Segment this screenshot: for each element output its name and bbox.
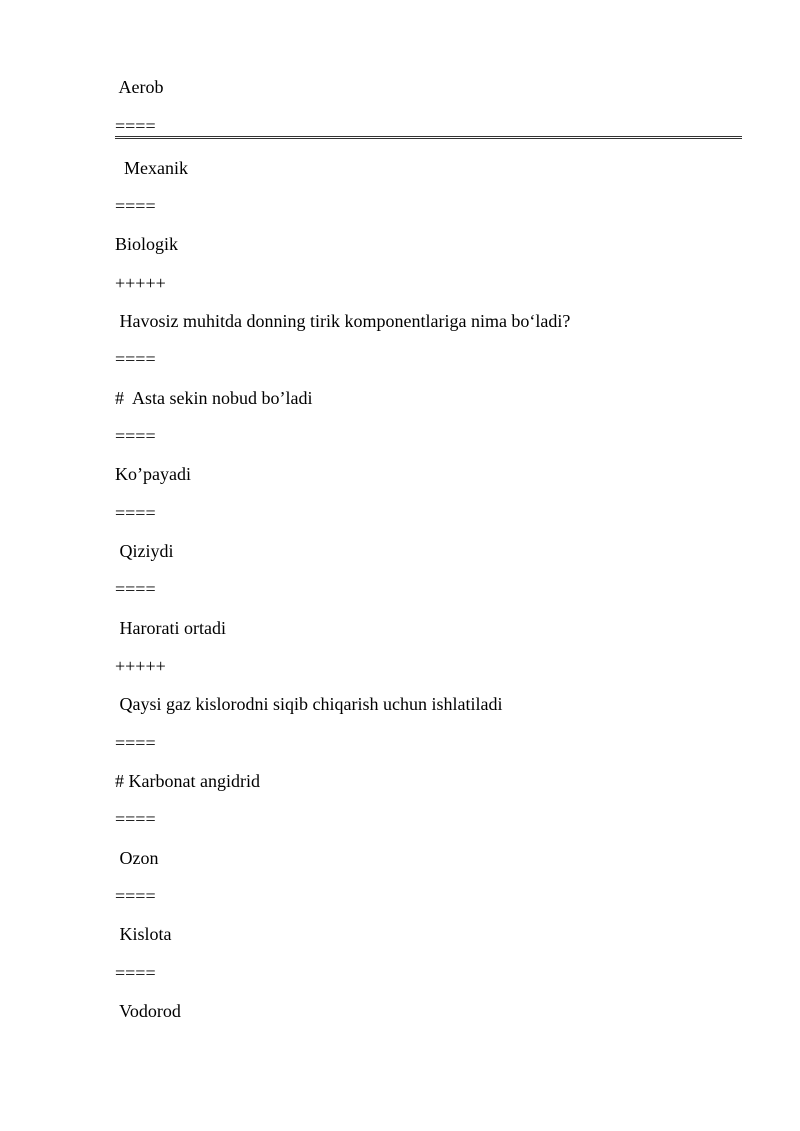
answer-option-biologik: Biologik (115, 234, 179, 254)
question-separator: +++++ (115, 656, 166, 676)
correct-answer-option: # Asta sekin nobud bo’ladi (115, 388, 313, 408)
answer-option: Harorati ortadi (115, 618, 226, 638)
separator: ==== (115, 886, 156, 906)
separator: ==== (115, 579, 156, 599)
correct-answer-option: # Karbonat angidrid (115, 771, 260, 791)
separator: ==== (115, 963, 156, 983)
double-rule (115, 136, 742, 139)
answer-option-aerob: Aerob (115, 77, 164, 97)
separator: ==== (115, 116, 156, 136)
separator: ==== (115, 809, 156, 829)
answer-option: Ko’payadi (115, 464, 191, 484)
answer-option: Ozon (115, 848, 159, 868)
question-separator: +++++ (115, 273, 166, 293)
question-text: Qaysi gaz kislorodni siqib chiqarish uchun ishlatiladi (115, 694, 503, 714)
answer-option: Kislota (115, 924, 172, 944)
separator: ==== (115, 426, 156, 446)
separator: ==== (115, 503, 156, 523)
answer-option: Qiziydi (115, 541, 174, 561)
answer-option: Vodorod (115, 1001, 181, 1021)
separator: ==== (115, 196, 156, 216)
separator: ==== (115, 349, 156, 369)
question-text: Havosiz muhitda donning tirik komponentlariga nima bo‘ladi? (115, 311, 571, 331)
answer-option-mexanik: Mexanik (115, 158, 188, 178)
separator: ==== (115, 733, 156, 753)
